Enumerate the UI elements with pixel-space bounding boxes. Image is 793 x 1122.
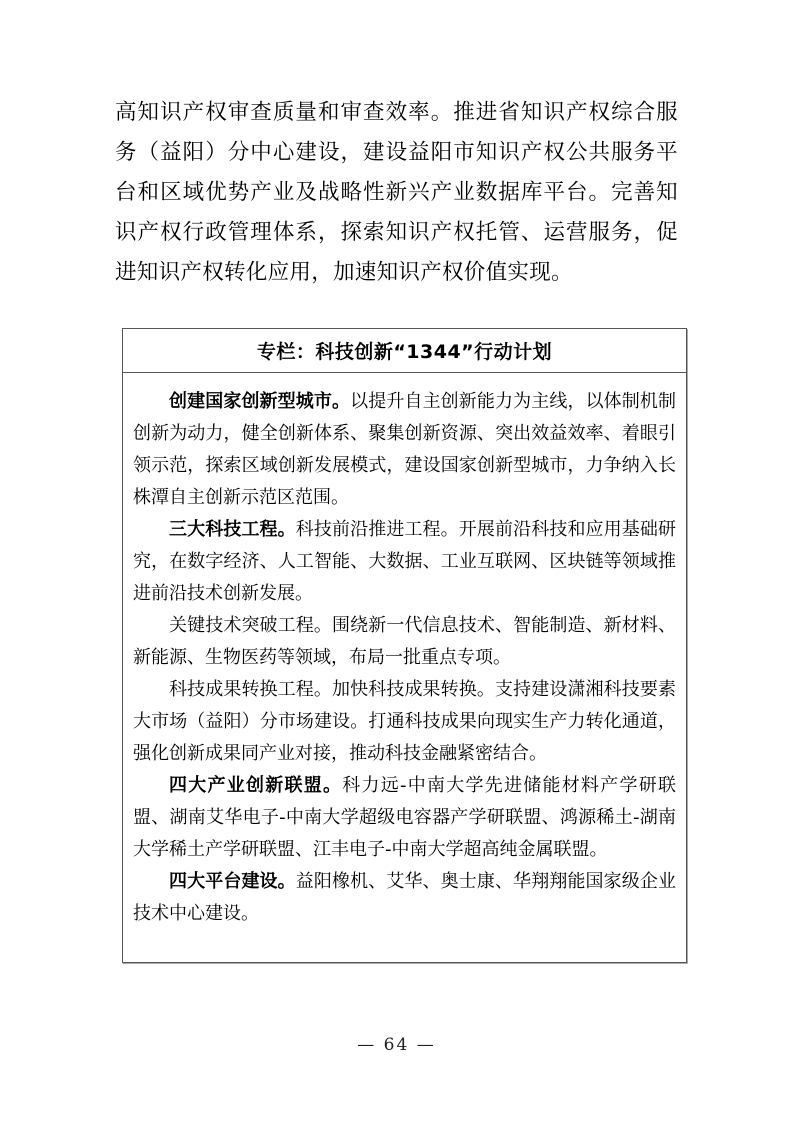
paragraph-text: 以提升自主创新能力为主线，以体制机制创新为动力，健全创新体系、聚集创新资源、突出效益效率、着眼引领示范，探索区域创新发展模式，建设国家创新型城市，力争纳入长株潭自主创新示范区范围。 <box>133 391 677 508</box>
body-paragraph: 高知识产权审查质量和审查效率。推进省知识产权综合服务（益阳）分中心建设，建设益阳市知识产权公共服务平台和区域优势产业及战略性新兴产业数据库平台。完善知识产权行政管理体系，探索知识产权托管、运营服务，促进知识产权转化应用，加速知识产权价值实现。 <box>115 100 678 285</box>
paragraph-text: 科力远-中南大学先进储能材料产学研联盟、湖南艾华电子-中南大学超级电容器产学研联盟、鸿源稀土-湖南大学稀土产学研联盟、江丰电子-中南大学超高纯金属联盟。 <box>133 775 676 860</box>
panel-paragraph <box>133 770 676 866</box>
page-footer <box>0 1035 793 1055</box>
special-column-panel <box>122 328 687 963</box>
panel-title: 专栏：科技创新“1344”行动计划 <box>123 329 686 373</box>
paragraph-lead: 创建国家创新型城市。 <box>169 391 351 412</box>
paragraph-lead: 三大科技工程。 <box>169 519 296 540</box>
paragraph-text: 科技前沿推进工程。开展前沿科技和应用基础研究，在数字经济、人工智能、大数据、工业互联网、区块链等领域推进前沿技术创新发展。 <box>133 519 677 604</box>
panel-paragraph <box>133 674 676 770</box>
panel-paragraph <box>133 514 676 610</box>
paragraph-text: 科技成果转换工程。加快科技成果转换。支持建设潇湘科技要素大市场（益阳）分市场建设。打通科技成果向现实生产力转化通道，强化创新成果同产业对接，推动科技金融紧密结合。 <box>133 679 676 764</box>
panel-paragraph <box>133 610 676 674</box>
paragraph-lead: 四大产业创新联盟。 <box>169 775 343 796</box>
paragraph-text: 关键技术突破工程。围绕新一代信息技术、智能制造、新材料、新能源、生物医药等领域，布局一批重点专项。 <box>133 615 676 668</box>
paragraph-lead: 四大平台建设。 <box>169 871 296 892</box>
page-number: — 64 — <box>357 1035 436 1055</box>
paragraph-text: 益阳橡机、艾华、奥士康、华翔翔能国家级企业技术中心建设。 <box>133 871 677 924</box>
panel-paragraph <box>133 386 676 514</box>
panel-paragraph <box>133 866 676 930</box>
panel-body <box>123 373 686 930</box>
